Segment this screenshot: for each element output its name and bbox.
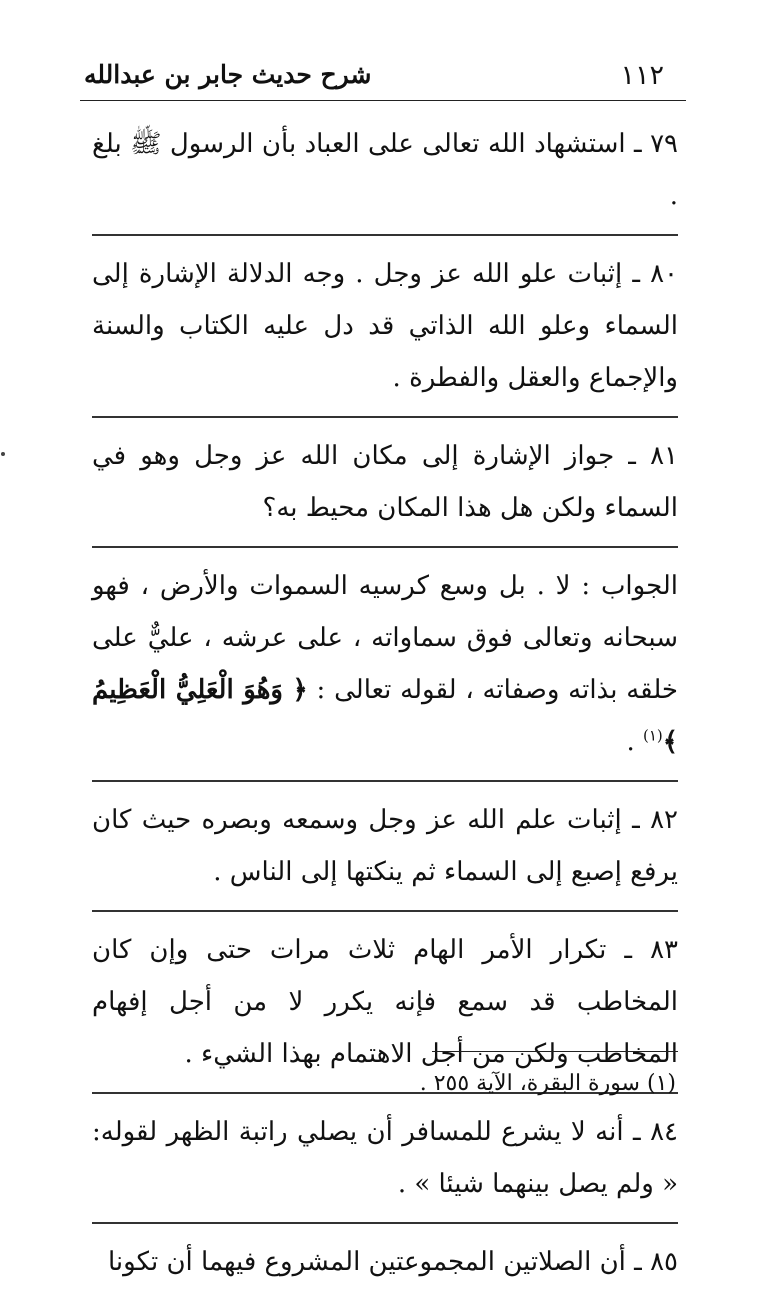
running-title: شرح حديث جابر بن عبدالله (84, 60, 372, 89)
footnote: (١) سورة البقرة، الآية ٢٥٥ . (419, 1071, 676, 1096)
main-text (92, 112, 678, 1298)
paragraph-84: ٨٤ ـ أنه لا يشرع للمسافر أن يصلي راتبة الظهر لقوله: « ولم يصل بينهما شيئا » . (92, 1117, 678, 1199)
paragraph-divider (92, 546, 678, 548)
answer-end: . (626, 727, 643, 757)
page-number: ١١٢ (620, 60, 664, 91)
answer-paragraph (92, 554, 678, 778)
paragraph-divider (92, 416, 678, 418)
footnote-reference[interactable]: (١) (642, 726, 663, 745)
paragraph-85: ٨٥ ـ أن الصلاتين المجموعتين المشروع فيهما أن تكونا (108, 1247, 678, 1277)
quran-verse: ﴿ وَهُوَ الْعَلِيُّ الْعَظِيمُ ﴾ (92, 675, 678, 757)
paragraph-81: ٨١ ـ جواز الإشارة إلى مكان الله عز وجل وهو في السماء ولكن هل هذا المكان محيط به؟ (92, 441, 678, 523)
footnote-separator (432, 1051, 678, 1052)
paragraph-83: ٨٣ ـ تكرار الأمر الهام ثلاث مرات حتى وإن كان المخاطب قد سمع فإنه يكرر لا من أجل إفهام المخاطب ولكن من أجل الاهتمام بهذا الشيء . (92, 935, 678, 1069)
answer-text: الجواب : لا . بل وسع كرسيه السموات والأرض ، فهو سبحانه وتعالى فوق سماواته ، على عرشه ، عليٌّ على خلقه بذاته وصفاته ، لقوله تعالى : (92, 571, 678, 705)
paragraph-divider (92, 910, 678, 912)
paragraph-80: ٨٠ ـ إثبات علو الله عز وجل . وجه الدلالة الإشارة إلى السماء وعلو الله الذاتي قد دل عليه الكتاب والسنة والإجماع والعقل والفطرة . (92, 259, 678, 393)
paragraph-divider (92, 1222, 678, 1224)
paragraph-divider (92, 234, 678, 236)
paragraph-82: ٨٢ ـ إثبات علم الله عز وجل وسمعه وبصره حيث كان يرفع إصبع إلى السماء ثم ينكتها إلى الناس . (92, 805, 678, 887)
margin-dot (1, 452, 5, 456)
page-header (80, 52, 686, 101)
paragraph-divider (92, 780, 678, 782)
paragraph-79: ٧٩ ـ استشهاد الله تعالى على العباد بأن الرسول ﷺ بلغ . (92, 129, 678, 211)
